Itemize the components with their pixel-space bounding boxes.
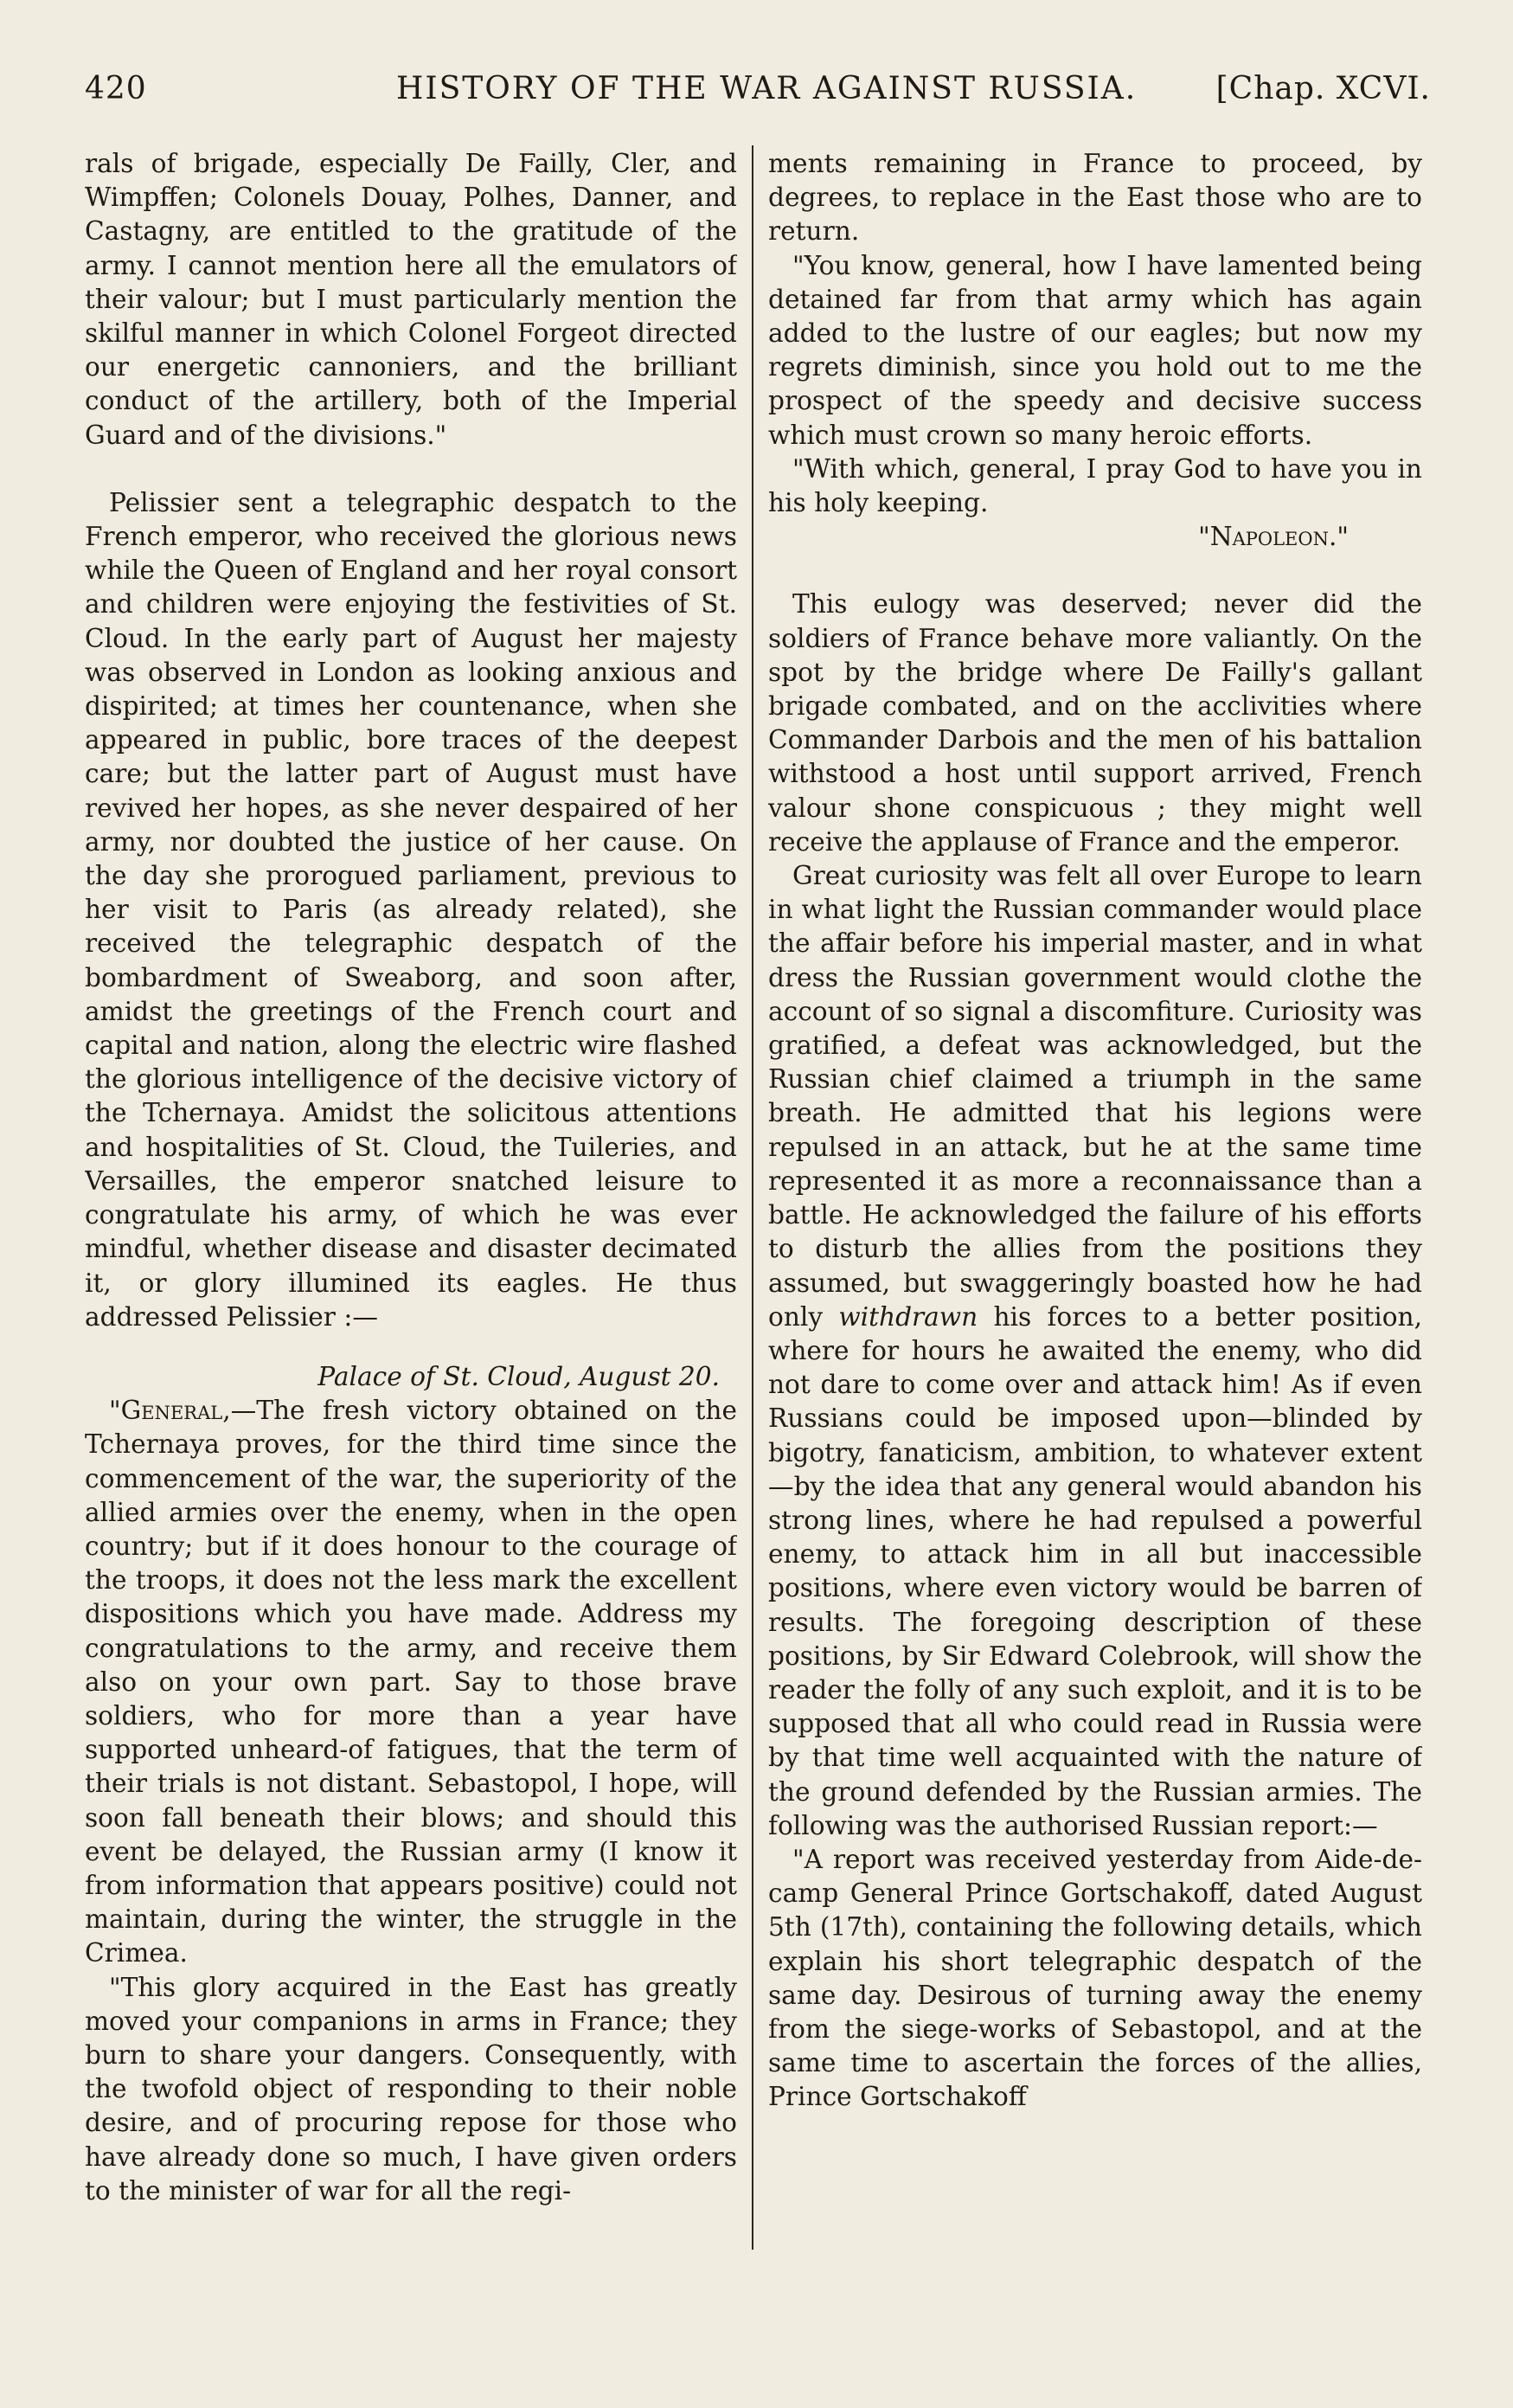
chapter-label: [Chap. XCVI. — [1215, 71, 1431, 106]
paragraph-text: Great curiosity was felt all over Europe to learn in what light the Russian commander would place the affair before his imperial master, and in what dress the Russian government would clothe the account of so signal a discomfiture. Curiosity was gratified, a defeat was acknowledged, but the Russian chief claimed a triumph in the same breath. He admitted that his legions were repulsed in an attack, but he at the same time represented it as more a reconnaissance than a battle. He acknowledged the failure of his efforts to disturb the allies from the positions they assumed, but swaggeringly boasted how he had only — [768, 861, 1422, 1332]
running-title: HISTORY OF THE WAR AGAINST RUSSIA. — [396, 71, 1138, 106]
letter-text: —The fresh victory obtained on the Tchernaya proves, for the third time since the commencement of the war, the superiority of the allied armies over the enemy, when in the open country; but if it does honour to the courage of the troops, it does not the less mark the excellent dispositions which you have made. Address my congratulations to the army, and receive them also on your own part. Say to those brave soldiers, who for more than a year have supported unheard-of fatigues, that the term of their trials is not distant. Sebastopol, I hope, will soon fall beneath their blows; and should this event be delayed, the Russian army (I know it from information that appears positive) could not maintain, during the winter, the struggle in the Crimea. — [85, 1396, 737, 1968]
column-divider — [752, 145, 753, 2250]
letter-paragraph — [85, 1394, 737, 1970]
paragraph: rals of brigade, especially De Failly, Cler, and Wimpffen; Colonels Douay, Polhes, Danner, and Castagny, are entitled to the gratitude of the army. I cannot mention here all the emulators of their valour; but I must particularly mention the skilful manner in which Colonel Forgeot directed our energetic cannoniers, and the brilliant conduct of the artillery, both of the Imperial Guard and of the divisions." — [85, 149, 737, 450]
letter-paragraph: "With which, general, I pray God to have you in his holy keeping. — [768, 453, 1422, 518]
paragraph — [768, 859, 1422, 1843]
quoted-report: "A report was received yesterday from Aide-de-camp General Prince Gortschakoff, dated August 5th (17th), containing the following details, which explain his short telegraphic despatch of the same day. Desirous of turning away the enemy from the siege-works of Sebastopol, and at the same time to ascertain the forces of the allies, Prince Gortschakoff — [768, 1844, 1422, 2112]
left-column — [85, 147, 737, 2250]
paragraph: Pelissier sent a telegraphic despatch to the French emperor, who received the glorious news while the Queen of England and her royal consort and children were enjoying the festivities of St. Cloud. In the early part of August her majesty was observed in London as looking anxious and dispirited; at times her countenance, when she appeared in public, bore traces of the deepest care; but the latter part of August must have revived her hopes, as she never despaired of her army, nor doubted the justice of her cause. On the day she prorogued parliament, previous to her visit to Paris (as already related), she received the telegraphic despatch of the bombardment of Sweaborg, and soon after, amidst the greetings of the French court and capital and nation, along the electric wire flashed the glorious intelligence of the decisive victory of the Tchernaya. Amidst the solicitous attentions and hospitalities of St. Cloud, the Tuileries, and Versailles, the emperor snatched leisure to congratulate his army, of which he was ever mindful, whether disease and disaster decimated it, or glory illumined its eagles. He thus addressed Pelissier :— — [85, 487, 737, 1332]
page-header — [85, 71, 1431, 123]
page-number: 420 — [85, 71, 147, 106]
paragraph-text: his forces to a better position, where for hours he awaited the enemy, who did not dare to come over and attack him! As if even Russians could be imposed upon—blinded by bigotry, fanaticism, ambition, to whatever extent—by the idea that any general would abandon his strong lines, where he had repulsed a powerful enemy, to attack him in all but inaccessible positions, where even victory would be barren of results. The foregoing description of these positions, by Sir Edward Colebrook, will show the reader the folly of any such exploit, and it is to be supposed that all who could read in Russia were by that time well acquainted with the nature of the ground defended by the Russian armies. The following was the authorised Russian report:— — [768, 1301, 1422, 1840]
letter-dateline: Palace of St. Cloud, August 20. — [317, 1361, 720, 1391]
letter-paragraph: "This glory acquired in the East has greatly moved your companions in arms in France; they burn to share your dangers. Consequently, with the twofold object of responding to their noble desire, and of procuring repose for those who have already done so much, I have given orders to the minister of war for all the regi- — [85, 1972, 737, 2206]
letter-paragraph: "You know, general, how I have lamented being detained far from that army which has again added to the lustre of our eagles; but now my regrets diminish, since you hold out to me the prospect of the speedy and decisive success which must crown so many heroic efforts. — [768, 250, 1422, 450]
paragraph: ments remaining in France to proceed, by degrees, to replace in the East those who are to return. — [768, 149, 1422, 247]
emphasis-text: withdrawn — [838, 1301, 978, 1332]
paragraph: This eulogy was deserved; never did the soldiers of France behave more valiantly. On the spot by the bridge where De Failly's gallant brigade combated, and on the acclivities where Commander Darbois and the men of his battalion withstood a host until support arrived, French valour shone conspicuous ; they might well receive the applause of France and the emperor. — [768, 589, 1422, 857]
letter-salutation: "General, — [109, 1396, 231, 1426]
right-column — [768, 147, 1422, 2250]
letter-signature: "Napoleon." — [1198, 522, 1349, 552]
